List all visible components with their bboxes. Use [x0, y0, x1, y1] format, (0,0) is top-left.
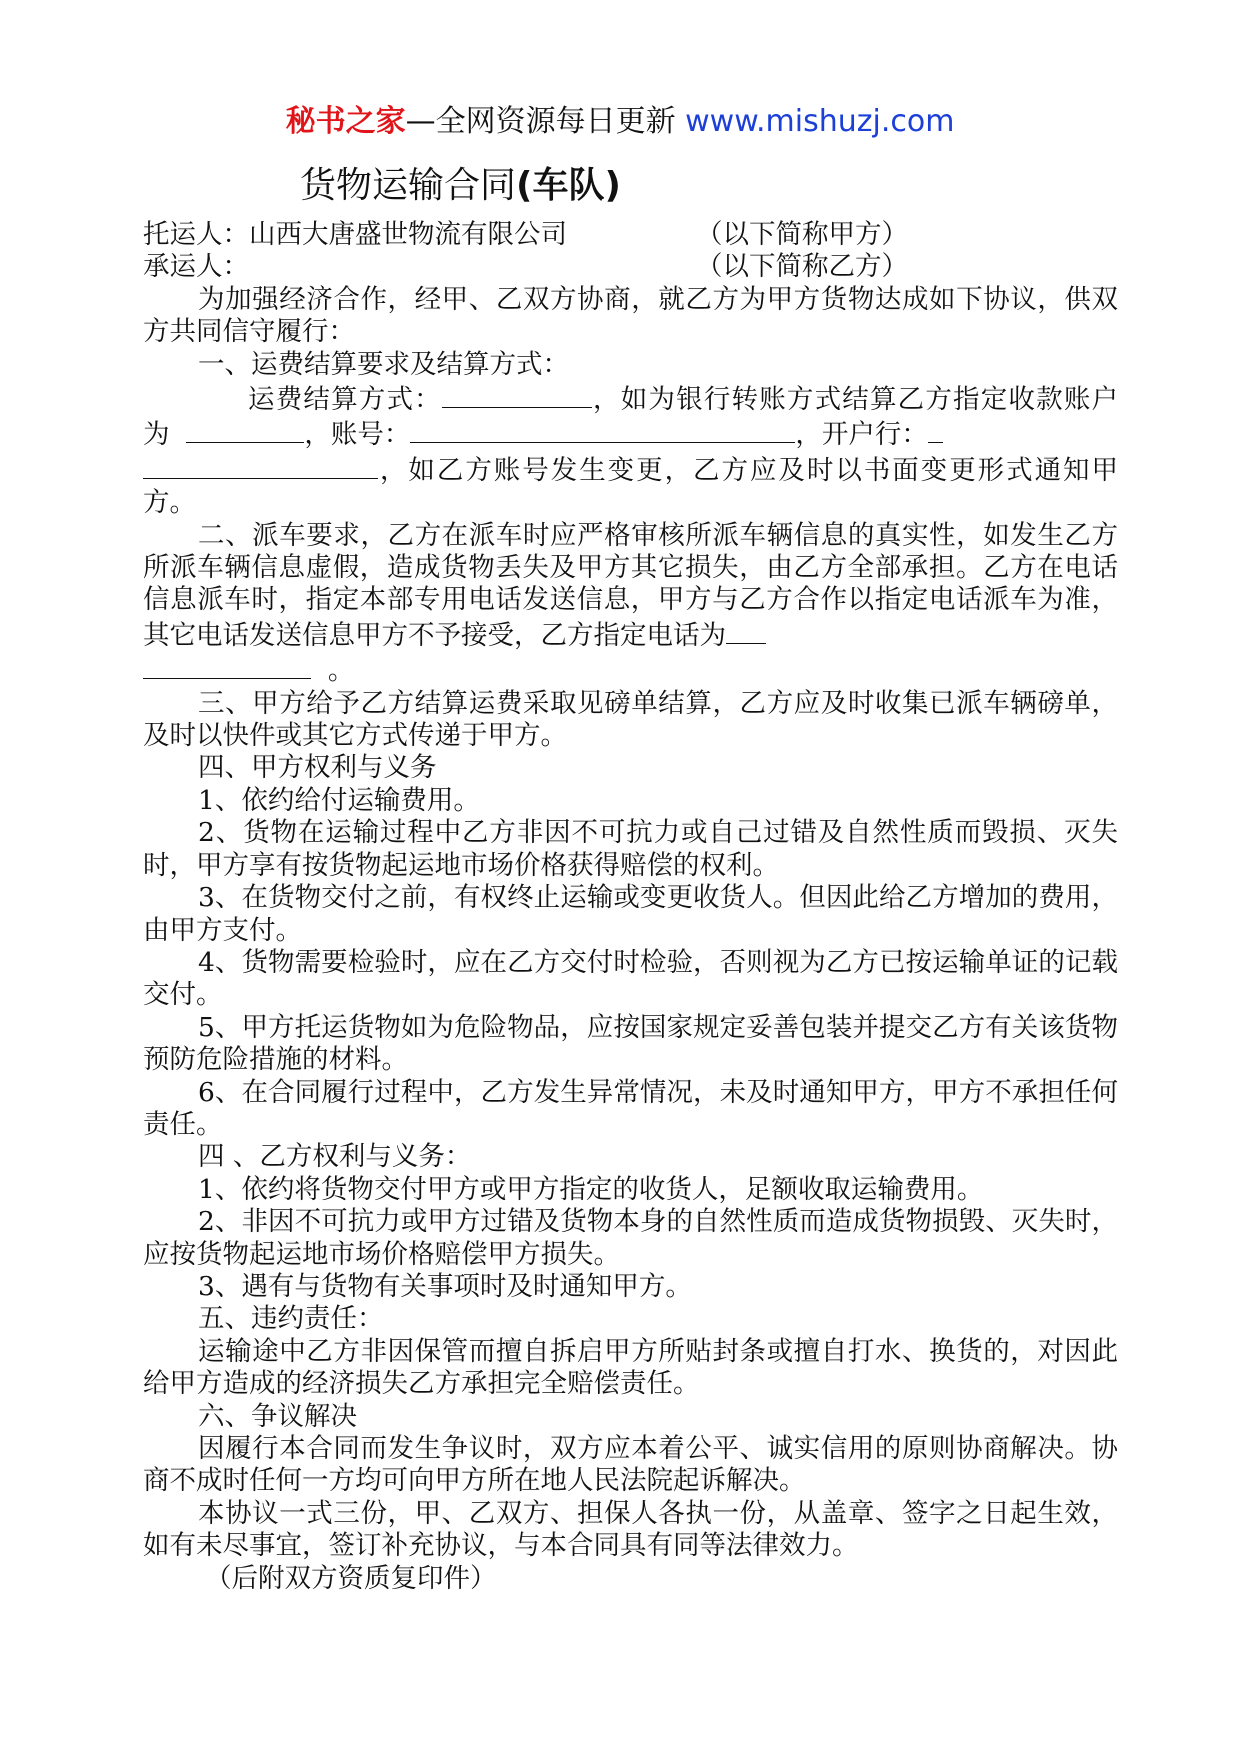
section-7-text: 因履行本合同而发生争议时，双方应本着公平、诚实信用的原则协商解决。协商不成时任何一方均可向甲方所在地人民法院起诉解决。 [143, 1433, 1118, 1497]
section-4-item-3: 3、在货物交付之前，有权终止运输或变更收货人。但因此给乙方增加的费用，由甲方支付。 [143, 882, 1118, 946]
bank-label: ，开户行： [795, 419, 928, 451]
section-7-title: 六、争议解决 [198, 1400, 357, 1432]
section-4-title: 四、甲方权利与义务 [198, 752, 437, 784]
site-header [0, 100, 1240, 144]
carrier-label: 承运人： [143, 251, 249, 283]
account-number-label: ，账号： [304, 419, 411, 451]
section-8-text: 本协议一式三份，甲、乙双方、担保人各执一份，从盖章、签字之日起生效，如有未尽事宜，签订补充协议，与本合同具有同等法律效力。 [143, 1497, 1118, 1562]
carrier-line [143, 251, 1118, 283]
bank-blank-end[interactable] [928, 416, 943, 443]
section-2-end: 。 [327, 655, 355, 687]
section-2 [143, 520, 1118, 688]
section-4-item-4: 4、货物需要检验时，应在乙方交付时检验，否则视为乙方已按运输单证的记载交付。 [143, 946, 1118, 1011]
section-4-item-5: 5、甲方托运货物如为危险物品，应按国家规定妥善包装并提交乙方有关该货物预防危险措施的材料。 [143, 1011, 1118, 1076]
section-5-title: 四 、乙方权利与义务： [198, 1141, 472, 1173]
section-3: 三、甲方给予乙方结算运费采取见磅单结算，乙方应及时收集已派车辆磅单，及时以快件或其它方式传递于甲方。 [143, 687, 1118, 752]
title-suffix: (车队) [516, 165, 621, 206]
section-4-item-6: 6、在合同履行过程中，乙方发生异常情况，未及时通知甲方，甲方不承担任何责任。 [143, 1076, 1118, 1140]
account-name-blank[interactable] [186, 416, 304, 443]
phone-blank[interactable] [143, 652, 311, 679]
payment-method-label: 运费结算方式： [248, 384, 442, 415]
section-6-title: 五、违约责任： [198, 1303, 384, 1335]
account-number-blank[interactable] [410, 416, 795, 443]
section-6-text: 运输途中乙方非因保管而擅自拆启甲方所贴封条或擅自打水、换货的，对因此给甲方造成的经济损失乙方承担完全赔偿责任。 [143, 1335, 1118, 1400]
shipper-label: 托运人： [143, 219, 249, 250]
section-2-text: 二、派车要求，乙方在派车时应严格审核所派车辆信息的真实性，如发生乙方所派车辆信息虚假，造成货物丢失及甲方其它损失，由乙方全部承担。乙方在电话信息派车时，指定本部专用电话发送信息，甲方与乙方合作以指定电话派车为准，其它电话发送信息甲方不予接受，乙方指定电话为 [143, 519, 1118, 651]
contract-body [143, 219, 1118, 1595]
shipper-name: 山西大唐盛世物流有限公司 [249, 219, 567, 250]
section-4-item-1: 1、依约给付运输费用。 [198, 784, 480, 816]
site-url[interactable]: www.mishuzj.com [685, 104, 955, 139]
brand-name: 秘书之家 [285, 104, 406, 139]
section-1-payment [143, 381, 1118, 520]
document-title [300, 162, 621, 210]
title-main: 货物运输合同 [300, 165, 517, 206]
shipper-note: （以下简称甲方） [696, 219, 908, 250]
site-slogan: —全网资源每日更新 [405, 104, 676, 139]
account-change-text: ，如乙方账号发生变更，乙方应及时以书面变更形式通知甲方。 [143, 454, 1118, 519]
carrier-note: （以下简称乙方） [696, 251, 908, 283]
section-5-item-3: 3、遇有与货物有关事项时及时通知甲方。 [198, 1270, 692, 1302]
shipper-line [143, 219, 1118, 251]
payment-method-blank[interactable] [442, 381, 592, 408]
appendix-note: （后附双方资质复印件） [205, 1562, 497, 1594]
phone-blank-end[interactable] [726, 617, 766, 644]
intro-paragraph: 为加强经济合作，经甲、乙双方协商，就乙方为甲方货物达成如下协议，供双方共同信守履行： [143, 283, 1118, 348]
section-4-item-2: 2、货物在运输过程中乙方非因不可抗力或自己过错及自然性质而毁损、灭失时，甲方享有按货物起运地市场价格获得赔偿的权利。 [143, 817, 1118, 881]
account-name-label: ，如为银行转账方式结算乙方指定收款账户为 [143, 384, 1119, 451]
section-1-title: 一、运费结算要求及结算方式： [198, 348, 569, 380]
section-5-item-2: 2、非因不可抗力或甲方过错及货物本身的自然性质而造成货物损毁、灭失时，应按货物起运地市场价格赔偿甲方损失。 [143, 1206, 1118, 1270]
section-5-item-1: 1、依约将货物交付甲方或甲方指定的收货人，足额收取运输费用。 [198, 1173, 984, 1205]
bank-blank[interactable] [143, 452, 378, 479]
